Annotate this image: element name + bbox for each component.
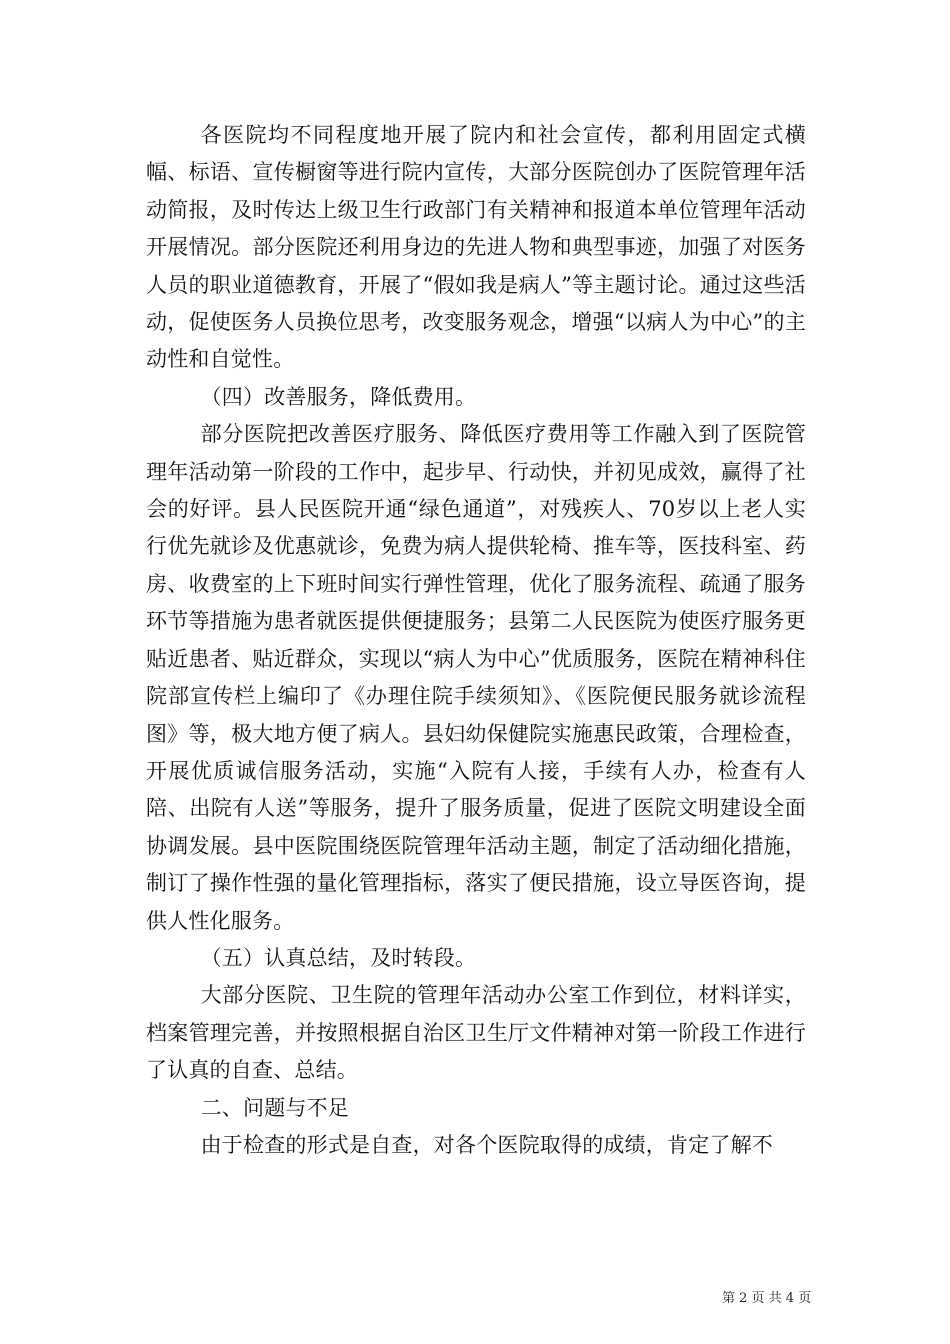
paragraph-improve-service: 部分医院把改善医疗服务、降低医疗费用等工作融入到了医院管理年活动第一阶段的工作中，起步早、行动快，并初见成效，赢得了社会的好评。县人民医院开通“绿色通道”，对残疾人、70岁以上老人实行优先就诊及优惠就诊，免费为病人提供轮椅、推车等，医技科室、药房、收费室的上下班时间实行弹性管理，优化了服务流程、疏通了服务环节等措施为患者就医提供便捷服务；县第二人民医院为使医疗服务更贴近患者、贴近群众，实现以“病人为中心”优质服务，医院在精神科住院部宣传栏上编印了《办理住院手续须知》、《医院便民服务就诊流程图》等，极大地方便了病人。县妇幼保健院实施惠民政策，合理检查，开展优质诚信服务活动，实施“入院有人接，手续有人办，检查有人陪、出院有人送”等服务，提升了服务质量，促进了医院文明建设全面协调发展。县中医院围绕医院管理年活动主题，制定了活动细化措施，制订了操作性强的量化管理指标，落实了便民措施，设立导医咨询，提供人性化服务。 (146, 422, 806, 933)
section-heading-4: （四）改善服务，降低费用。 (200, 384, 477, 409)
section-heading-problems: 二、问题与不足 (200, 1095, 349, 1120)
paragraph-publicity: 各医院均不同程度地开展了院内和社会宣传，都利用固定式横幅、标语、宣传橱窗等进行院内宣传，大部分医院创办了医院管理年活动简报，及时传达上级卫生行政部门有关精神和报道本单位管理年活动开展情况。部分医院还利用身边的先进人物和典型事迹，加强了对医务人员的职业道德教育，开展了“假如我是病人”等主题讨论。通过这些活动，促使医务人员换位思考，改变服务观念，增强“以病人为中心”的主动性和自觉性。 (146, 123, 806, 372)
page-number-footer: 第 2 页 共 4 页 (722, 1291, 812, 1306)
paragraph-problems: 由于检查的形式是自查，对各个医院取得的成绩，肯定了解不 (200, 1132, 773, 1157)
document-body (146, 117, 806, 1164)
section-heading-5: （五）认真总结，及时转段。 (200, 945, 477, 970)
paragraph-summary: 大部分医院、卫生院的管理年活动办公室工作到位，材料详实，档案管理完善，并按照根据自治区卫生厅文件精神对第一阶段工作进行了认真的自查、总结。 (146, 983, 806, 1083)
